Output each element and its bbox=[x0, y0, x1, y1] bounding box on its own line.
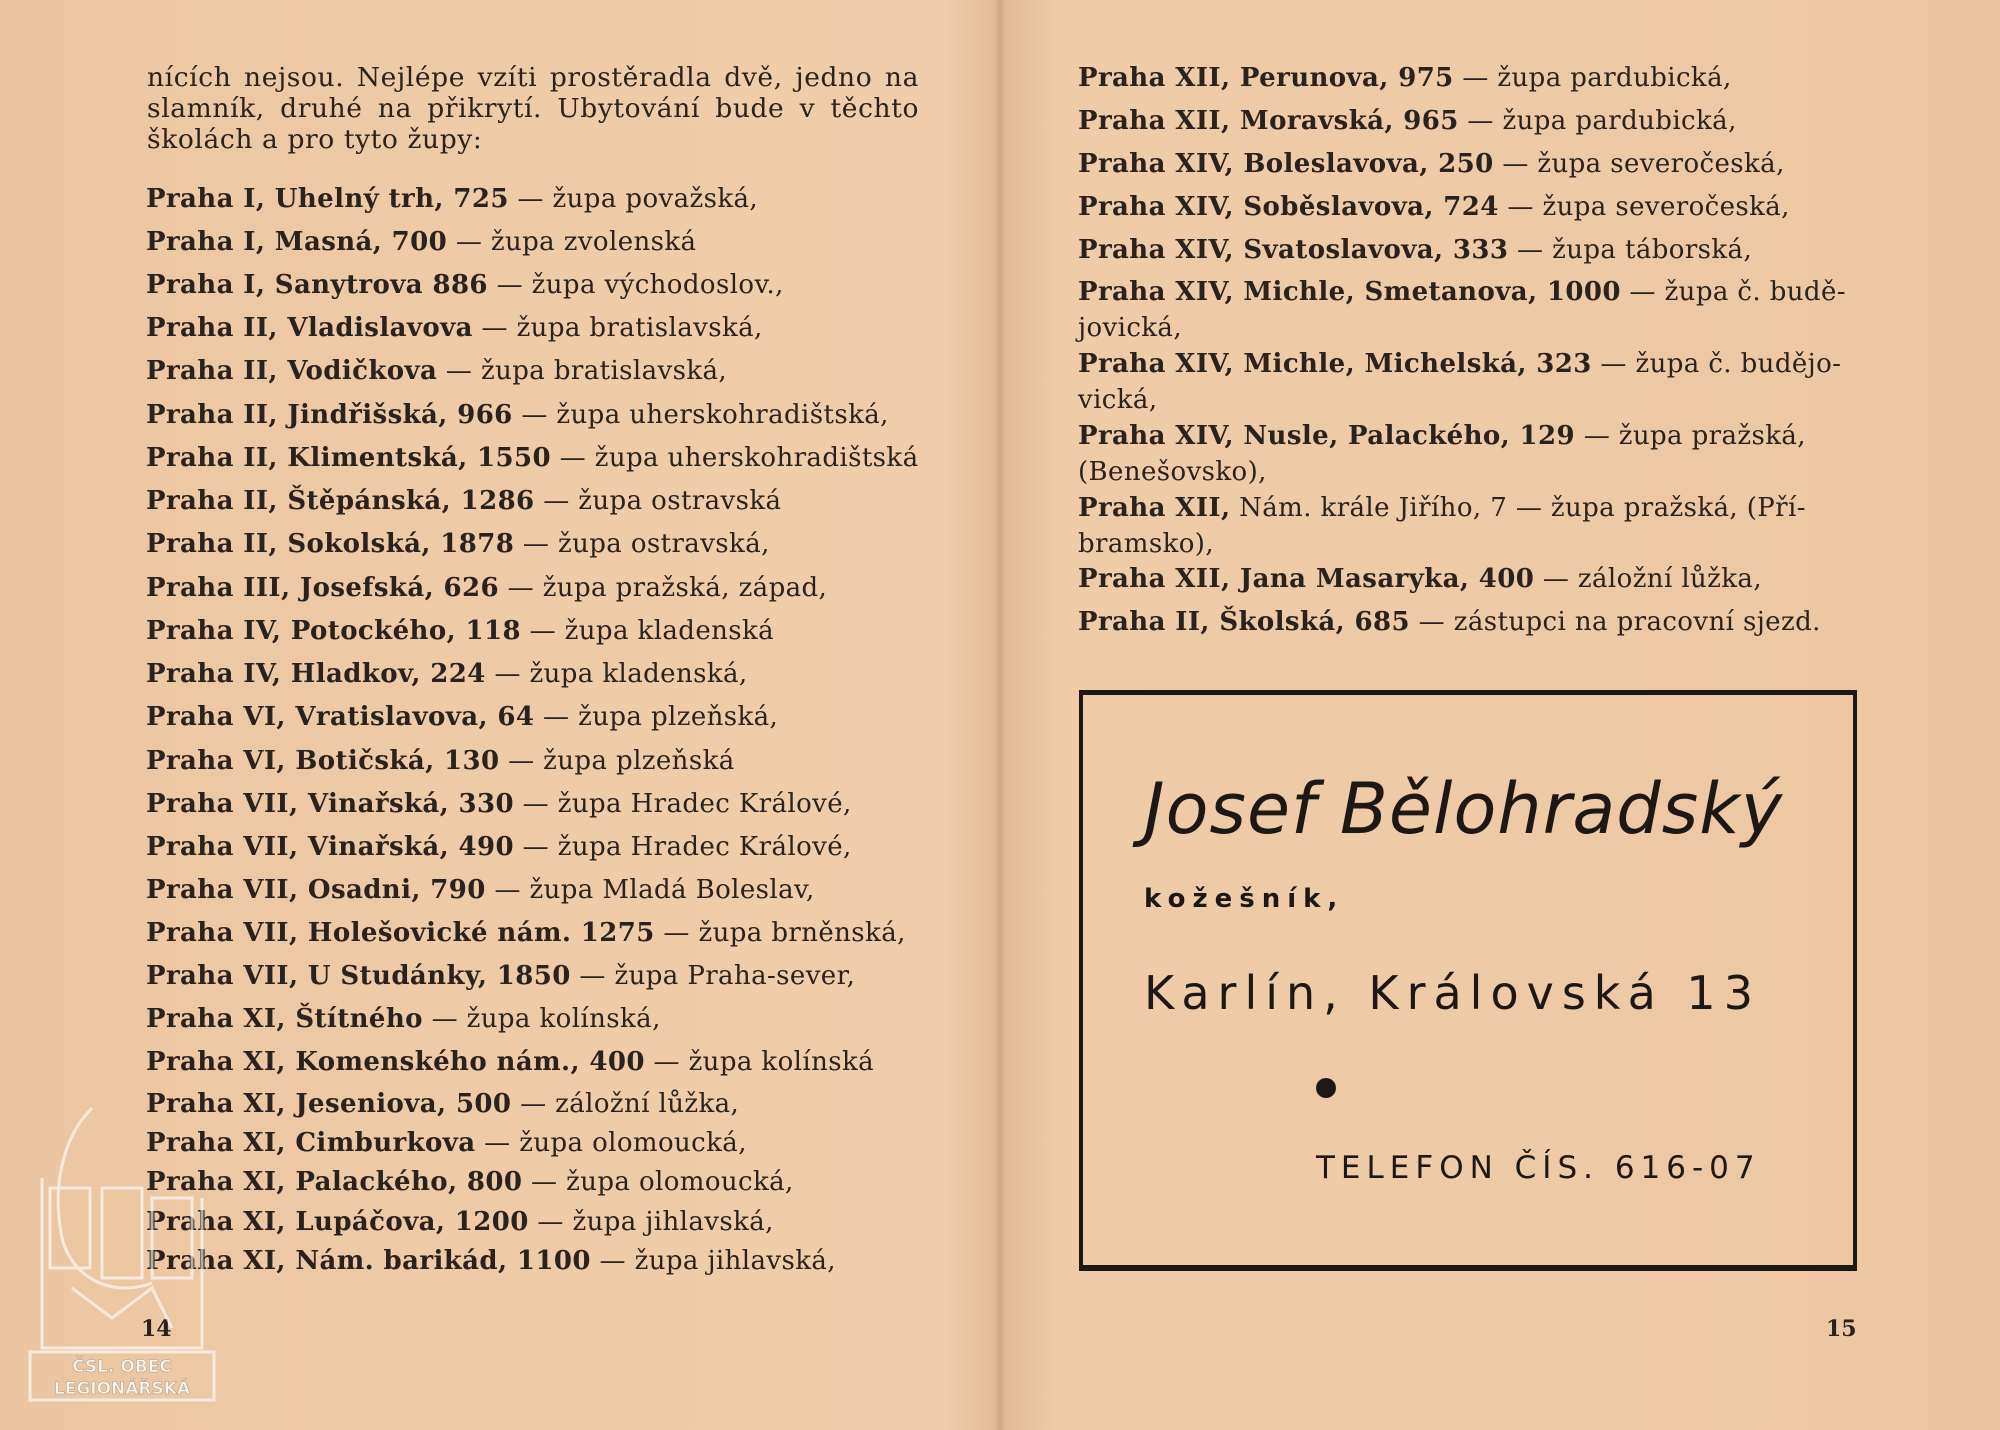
school-entry bbox=[146, 875, 815, 905]
school-entry bbox=[146, 1167, 794, 1197]
region-assignment: — župa pražská, západ, bbox=[498, 573, 828, 603]
school-entry bbox=[146, 961, 855, 991]
region-assignment: Nám. krále Jiřího, 7 — župa pražská, (Pří-bramsko), bbox=[1078, 493, 1806, 559]
region-assignment: — župa Praha-sever, bbox=[570, 961, 856, 991]
school-address: Praha XII, bbox=[1078, 493, 1231, 523]
school-address: Praha XI, Cimburkova bbox=[146, 1128, 476, 1158]
school-address: Praha III, Josefská, 626 bbox=[146, 573, 499, 603]
region-assignment: — župa brněnská, bbox=[654, 918, 906, 948]
school-address: Praha XIV, Boleslavova, 250 bbox=[1078, 149, 1494, 179]
school-entry bbox=[146, 443, 918, 473]
region-assignment: — župa kolínská, bbox=[422, 1004, 661, 1034]
school-address: Praha XI, Štítného bbox=[146, 1004, 423, 1034]
legion-stamp-watermark bbox=[22, 1068, 222, 1408]
school-entry bbox=[146, 1207, 774, 1237]
school-address: Praha VII, Osadni, 790 bbox=[146, 875, 486, 905]
school-entry bbox=[146, 1128, 747, 1158]
school-address: Praha VII, Holešovické nám. 1275 bbox=[146, 918, 655, 948]
school-entry bbox=[146, 1004, 661, 1034]
school-entry bbox=[146, 270, 784, 300]
school-address: Praha XII, Jana Masaryka, 400 bbox=[1078, 564, 1535, 594]
school-address: Praha XI, Komenského nám., 400 bbox=[146, 1047, 645, 1077]
school-entry bbox=[146, 573, 827, 603]
bullet-dot bbox=[1316, 1078, 1336, 1098]
school-entry bbox=[1078, 274, 1850, 346]
school-address: Praha II, Štěpánská, 1286 bbox=[146, 486, 535, 516]
region-assignment: — župa pardubická, bbox=[1458, 106, 1737, 136]
school-entry bbox=[146, 832, 852, 862]
school-address: Praha IV, Potockého, 118 bbox=[146, 616, 521, 646]
region-assignment: — župa severočeská, bbox=[1493, 149, 1785, 179]
region-assignment: — župa kolínská bbox=[644, 1047, 875, 1077]
ad-address: Karlín, Královská 13 bbox=[1144, 966, 1761, 1020]
school-entry bbox=[1078, 189, 1850, 225]
school-address: Praha XI, Lupáčova, 1200 bbox=[146, 1207, 529, 1237]
school-entry bbox=[146, 659, 748, 689]
region-assignment: — župa východoslov., bbox=[487, 270, 784, 300]
school-address: Praha II, Klimentská, 1550 bbox=[146, 443, 552, 473]
school-address: Praha I, Uhelný trh, 725 bbox=[146, 184, 509, 214]
school-entry bbox=[1078, 232, 1850, 268]
region-assignment: — župa plzeňská, bbox=[534, 702, 779, 732]
region-assignment: — župa severočeská, bbox=[1498, 192, 1790, 222]
school-entry bbox=[146, 1047, 874, 1077]
region-assignment: — župa plzeňská bbox=[499, 746, 735, 776]
stamp-line-2: LEGIONÁŘSKÁ bbox=[53, 1379, 191, 1399]
region-assignment: — župa bratislavská, bbox=[472, 313, 763, 343]
ad-trade: kožešník, bbox=[1144, 884, 1345, 914]
region-assignment: — župa uherskohradištská, bbox=[512, 400, 889, 430]
region-assignment: — župa jihlavská, bbox=[590, 1246, 836, 1276]
region-assignment: — župa č. budějo-vická, bbox=[1078, 349, 1842, 415]
region-assignment: — župa olomoucká, bbox=[522, 1167, 794, 1197]
school-address: Praha II, Jindřišská, 966 bbox=[146, 400, 513, 430]
region-assignment: — župa pardubická, bbox=[1453, 63, 1732, 93]
region-assignment: — župa uherskohradištská bbox=[551, 443, 919, 473]
school-entry bbox=[146, 1246, 836, 1276]
region-assignment: — župa Hradec Králové, bbox=[514, 832, 852, 862]
region-assignment: — župa považská, bbox=[508, 184, 759, 214]
region-assignment: — župa ostravská, bbox=[514, 529, 770, 559]
region-assignment: — župa jihlavská, bbox=[528, 1207, 774, 1237]
ad-phone: TELEFON ČÍS. 616-07 bbox=[1316, 1150, 1761, 1186]
school-entry bbox=[146, 486, 781, 516]
region-assignment: — župa zvolenská bbox=[447, 227, 697, 257]
school-address: Praha I, Sanytrova 886 bbox=[146, 270, 488, 300]
region-assignment: — župa pražská, (Benešovsko), bbox=[1078, 421, 1806, 487]
school-entry bbox=[1078, 60, 1850, 96]
region-assignment: — župa kladenská, bbox=[485, 659, 748, 689]
school-address: Praha XI, Nám. barikád, 1100 bbox=[146, 1246, 591, 1276]
school-address: Praha II, Sokolská, 1878 bbox=[146, 529, 515, 559]
school-address: Praha XI, Palackého, 800 bbox=[146, 1167, 523, 1197]
school-entry bbox=[146, 702, 778, 732]
school-address: Praha VII, U Studánky, 1850 bbox=[146, 961, 571, 991]
region-assignment: — župa č. budě-jovická, bbox=[1078, 277, 1846, 343]
school-address: Praha XIV, Nusle, Palackého, 129 bbox=[1078, 421, 1576, 451]
school-entry bbox=[146, 313, 763, 343]
school-address: Praha XIV, Michle, Michelská, 323 bbox=[1078, 349, 1592, 379]
stamp-line-1: ČSL. OBEC bbox=[72, 1357, 172, 1377]
region-assignment: — župa Hradec Králové, bbox=[514, 789, 852, 819]
school-address: Praha VII, Vinařská, 330 bbox=[146, 789, 515, 819]
page-number-left: 14 bbox=[141, 1316, 172, 1342]
region-assignment: — župa olomoucká, bbox=[475, 1128, 747, 1158]
school-address: Praha I, Masná, 700 bbox=[146, 227, 448, 257]
school-address: Praha IV, Hladkov, 224 bbox=[146, 659, 486, 689]
school-address: Praha XIV, Michle, Smetanova, 1000 bbox=[1078, 277, 1621, 307]
school-address: Praha XIV, Svatoslavova, 333 bbox=[1078, 235, 1509, 265]
school-address: Praha XIV, Soběslavova, 724 bbox=[1078, 192, 1499, 222]
school-entry bbox=[146, 184, 758, 214]
school-entry bbox=[1078, 490, 1850, 562]
region-assignment: — župa táborská, bbox=[1508, 235, 1753, 265]
school-entry bbox=[1078, 418, 1850, 490]
region-assignment: — zástupci na pracovní sjezd. bbox=[1410, 607, 1821, 637]
intro-paragraph: nících nejsou. Nejlépe vzíti prostěradla dvě, jedno na slamník, druhé na přikrytí. Ubytování bude v těchto školách a pro tyto župy: bbox=[147, 62, 919, 155]
school-entry bbox=[146, 529, 770, 559]
school-entry bbox=[146, 746, 735, 776]
school-address: Praha VII, Vinařská, 490 bbox=[146, 832, 515, 862]
school-address: Praha II, Vodičkova bbox=[146, 356, 438, 386]
school-entry bbox=[146, 789, 852, 819]
page-number-right: 15 bbox=[1826, 1316, 1857, 1342]
school-address: Praha XI, Jeseniova, 500 bbox=[146, 1089, 512, 1119]
school-entry bbox=[146, 400, 889, 430]
region-assignment: — župa Mladá Boleslav, bbox=[485, 875, 815, 905]
region-assignment: — župa kladenská bbox=[520, 616, 775, 646]
school-entry bbox=[1078, 146, 1850, 182]
book-gutter bbox=[994, 0, 1006, 1430]
school-entry bbox=[146, 1089, 739, 1119]
school-entry bbox=[146, 227, 696, 257]
school-address: Praha XII, Moravská, 965 bbox=[1078, 106, 1459, 136]
school-entry bbox=[146, 918, 906, 948]
region-assignment: — župa ostravská bbox=[534, 486, 782, 516]
school-address: Praha XII, Perunova, 975 bbox=[1078, 63, 1454, 93]
school-entry bbox=[1078, 103, 1850, 139]
school-entry bbox=[146, 616, 774, 646]
ad-business-name: Josef Bělohradský bbox=[1144, 768, 1784, 850]
region-assignment: — záložní lůžka, bbox=[511, 1089, 740, 1119]
school-entry bbox=[1078, 604, 1850, 640]
school-address: Praha II, Školská, 685 bbox=[1078, 607, 1411, 637]
school-entry bbox=[1078, 346, 1850, 418]
region-assignment: — záložní lůžka, bbox=[1534, 564, 1763, 594]
school-address: Praha VI, Botičská, 130 bbox=[146, 746, 500, 776]
school-address: Praha VI, Vratislavova, 64 bbox=[146, 702, 535, 732]
school-address: Praha II, Vladislavova bbox=[146, 313, 473, 343]
school-entry bbox=[1078, 561, 1850, 597]
school-entry bbox=[146, 356, 727, 386]
region-assignment: — župa bratislavská, bbox=[437, 356, 728, 386]
